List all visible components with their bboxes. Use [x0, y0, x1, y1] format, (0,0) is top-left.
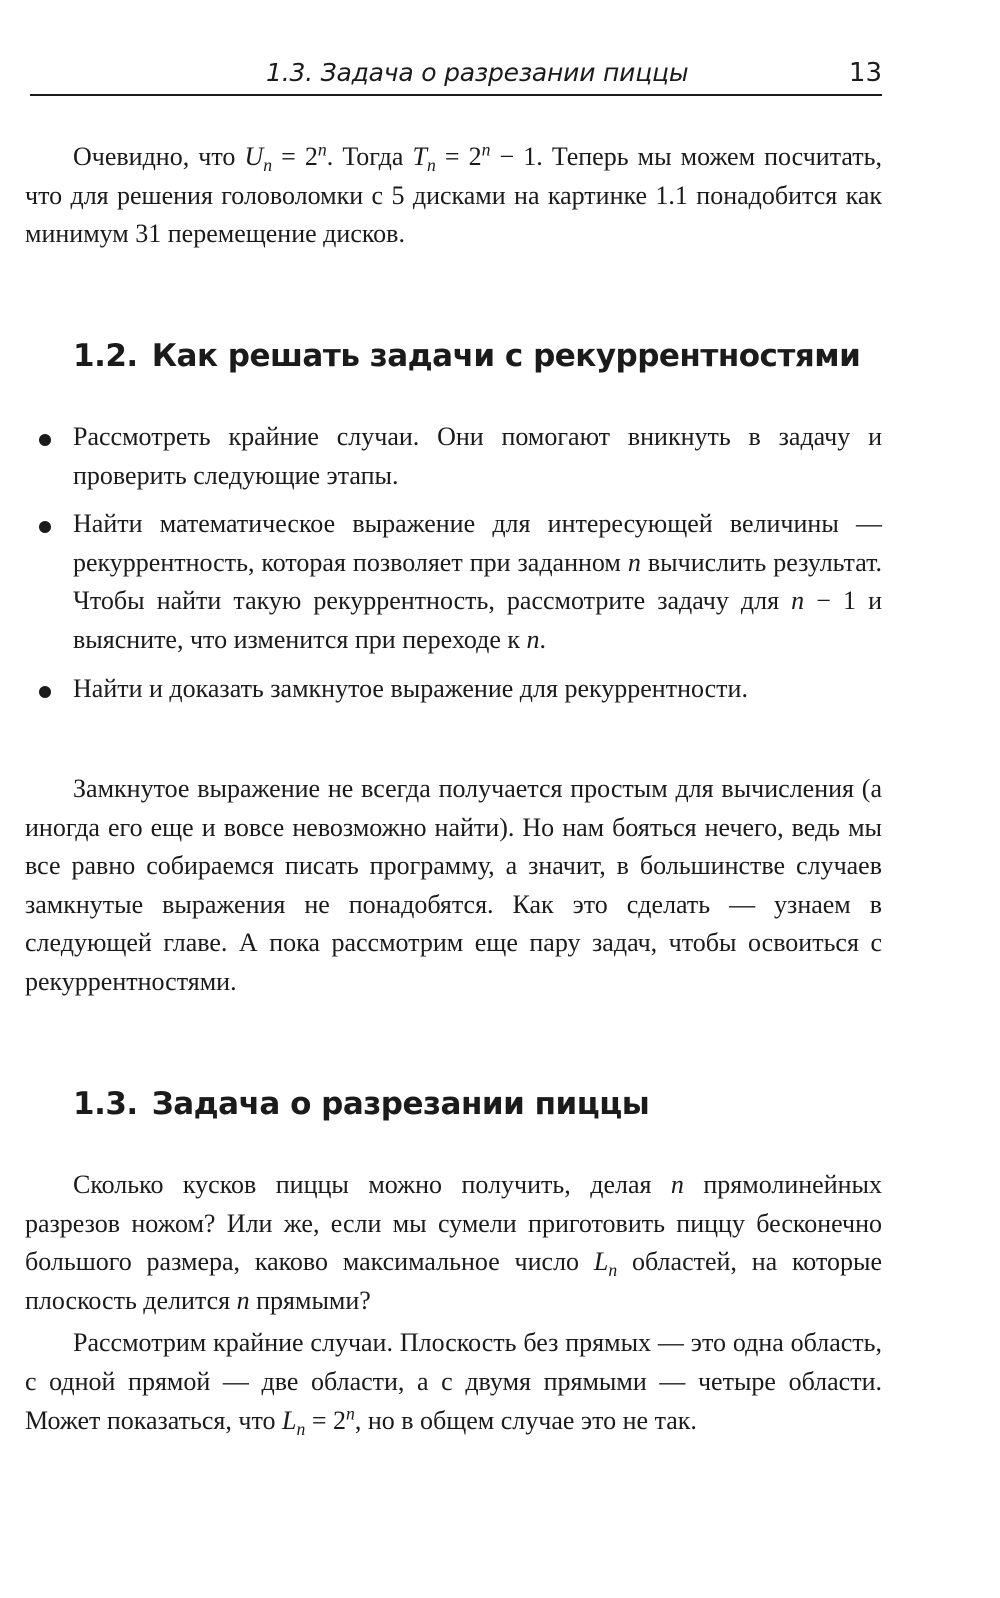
- math-expr: − 1: [490, 142, 537, 171]
- text-run: Найти математическое выражение для интересующей величины — рекуррентность, которая позволяет при заданном: [73, 509, 882, 577]
- section-heading-1-3: [73, 1086, 649, 1122]
- section-heading-1-2: [73, 338, 860, 374]
- heading-title: Задача о разрезании пиццы: [151, 1086, 650, 1122]
- math-var: L: [282, 1405, 297, 1435]
- text-run: областей, на которые плоскость делится: [25, 1247, 882, 1315]
- section-1-2-paragraph-block: [25, 770, 882, 1002]
- bullet-list: [25, 418, 882, 718]
- intro-paragraph: [25, 138, 882, 254]
- text-run: прямыми?: [249, 1285, 371, 1315]
- section-1-3-paragraph-1: [25, 1166, 882, 1320]
- math-subscript: n: [263, 155, 273, 176]
- list-item: [25, 505, 882, 659]
- text-run: Очевидно, что: [73, 142, 245, 171]
- section-1-3-paragraph-block: [25, 1166, 882, 1440]
- math-subscript: n: [296, 1418, 306, 1439]
- math-var: L: [593, 1247, 609, 1277]
- bullet-dot-icon: [39, 434, 51, 446]
- math-superscript: n: [345, 1402, 355, 1423]
- bullet-dot-icon: [39, 521, 51, 533]
- math-var: U: [244, 142, 264, 171]
- math-var: T: [412, 142, 427, 171]
- text-run: вычислить результат. Чтобы найти такую рекуррентность, рассмотрите задачу для: [73, 547, 883, 616]
- text-run: Сколько кусков пиццы можно получить, делая: [73, 1170, 671, 1199]
- text-run: . Тогда: [326, 142, 413, 171]
- heading-number: 1.3.: [73, 1086, 138, 1122]
- running-header: [30, 52, 882, 96]
- math-superscript: n: [481, 139, 491, 160]
- section-1-2-paragraph: Замкнутое выражение не всегда получается простым для вычисления (а иногда его еще и вовсе невозможно найти). Но нам бояться нечего, ведь мы все равно собираемся писать программу, а значит, в большинстве случаев замкнутые выражения не понадобятся. Как это сделать — узнаем в следующей главе. А пока рассмотрим еще пару задач, чтобы освоиться с рекуррентностями.: [25, 774, 882, 996]
- math-var: n: [791, 586, 805, 616]
- text-run: − 1 и выясните, что изменится при переходе к: [73, 586, 882, 654]
- text-run: .: [539, 624, 547, 654]
- text-run: прямолинейных разрезов ножом? Или же, если мы сумели приготовить пиццу бесконечно большого размера, каково максимальное число: [25, 1170, 883, 1277]
- page-number: 13: [848, 58, 882, 88]
- math-var: n: [236, 1285, 250, 1315]
- text-run: Рассмотрим крайние случаи. Плоскость без прямых — это одна область, с одной прямой — две области, а с двумя прямыми — четыре области. Может показаться, что: [25, 1328, 882, 1435]
- text-run: , но в общем случае это не так.: [354, 1405, 697, 1435]
- text-run: . Теперь мы можем посчитать, что для решения головоломки с 5 дисками на картинке 1.1 понадобится как минимум 31 перемещение дисков.: [25, 142, 882, 249]
- math-var: n: [627, 547, 641, 577]
- math-var: n: [670, 1170, 684, 1199]
- math-expr: = 2: [305, 1405, 346, 1435]
- list-item: [25, 418, 882, 495]
- section-1-3-paragraph-2: [25, 1324, 882, 1440]
- math-var: n: [526, 624, 540, 654]
- heading-title: Как решать задачи с рекуррентностями: [151, 338, 861, 374]
- math-expr: = 2: [272, 142, 318, 171]
- running-title: 1.3. Задача о разрезании пиццы: [266, 58, 689, 87]
- intro-paragraph-block: [25, 138, 882, 254]
- math-subscript: n: [426, 155, 436, 176]
- list-item-text: [73, 505, 882, 659]
- bullet-dot-icon: [39, 686, 51, 698]
- heading-number: 1.2.: [73, 338, 138, 374]
- math-subscript: n: [608, 1260, 618, 1281]
- math-superscript: n: [317, 139, 327, 160]
- list-item-text: Найти и доказать замкнутое выражение для рекуррентности.: [73, 673, 748, 703]
- math-expr: = 2: [435, 142, 482, 171]
- list-item-text: Рассмотреть крайние случаи. Они помогают вникнуть в задачу и проверить следующие этапы.: [73, 422, 882, 490]
- list-item: [25, 670, 882, 709]
